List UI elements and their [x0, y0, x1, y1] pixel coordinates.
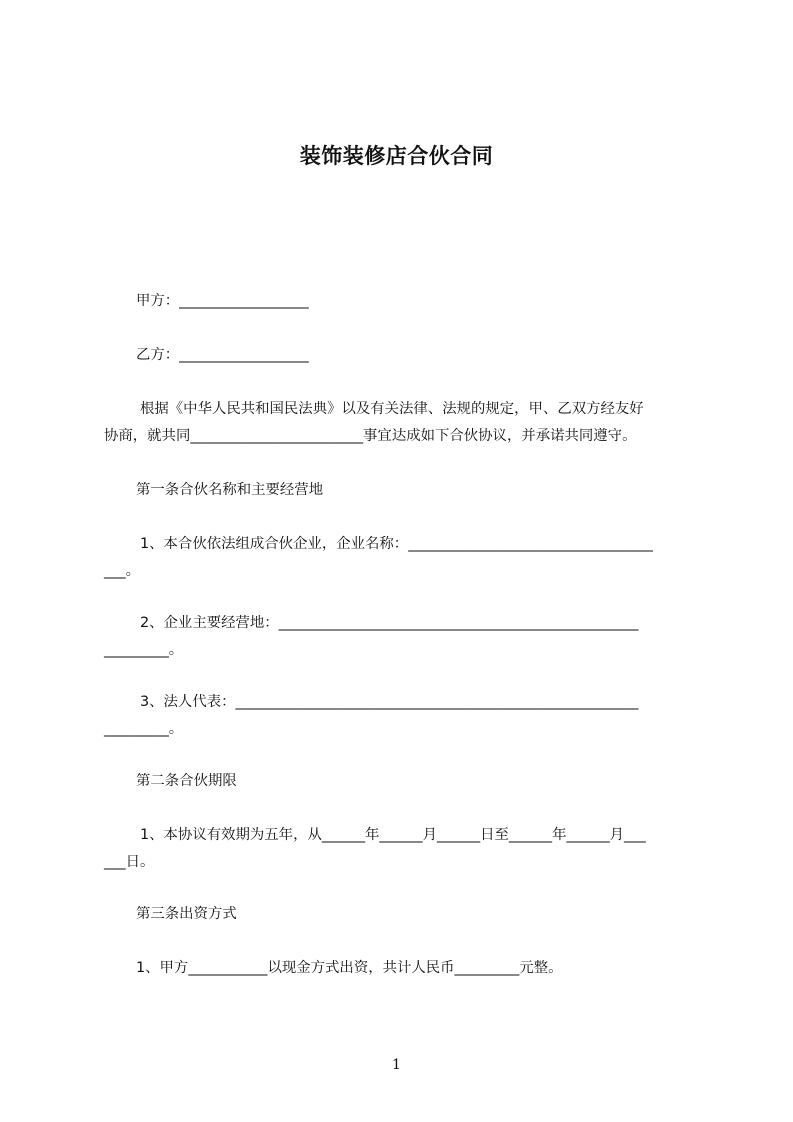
- article-1-item-1-line-1: 1、本合伙依法组成合伙企业，企业名称：__________________________________: [140, 536, 653, 552]
- party-a-line: 甲方：__________________: [136, 293, 309, 309]
- party-b-line: 乙方：__________________: [136, 347, 309, 363]
- preamble-line-1: 根据《中华人民共和国民法典》以及有关法律、法规的规定，甲、乙双方经友好: [140, 401, 644, 417]
- article-2-item-1-line-1: 1、本协议有效期为五年，从______年______月______日至______年______月___: [140, 827, 646, 843]
- preamble-line-2: 协商，就共同________________________事宜达成如下合伙协议，并承诺共同遵守。: [104, 428, 637, 444]
- article-1-item-2-line-2: _________。: [104, 642, 184, 658]
- document-title: 装饰装修店合伙合同: [299, 144, 494, 168]
- page-number: 1: [392, 1057, 401, 1073]
- article-1-item-3-line-2: _________。: [104, 721, 184, 737]
- article-1-heading: 第一条合伙名称和主要经营地: [136, 482, 324, 498]
- article-1-item-2-line-1: 2、企业主要经营地：__________________________________________________: [140, 615, 639, 631]
- article-1-item-1-line-2: ___。: [104, 563, 140, 579]
- article-3-heading: 第三条出资方式: [136, 906, 237, 922]
- article-2-item-1-line-2: ___日。: [104, 854, 155, 870]
- article-2-heading: 第二条合伙期限: [136, 773, 237, 789]
- article-1-item-3-line-1: 3、法人代表：________________________________________________________: [140, 694, 639, 710]
- article-3-item-1: 1、甲方___________以现金方式出资，共计人民币_________元整。: [136, 960, 563, 976]
